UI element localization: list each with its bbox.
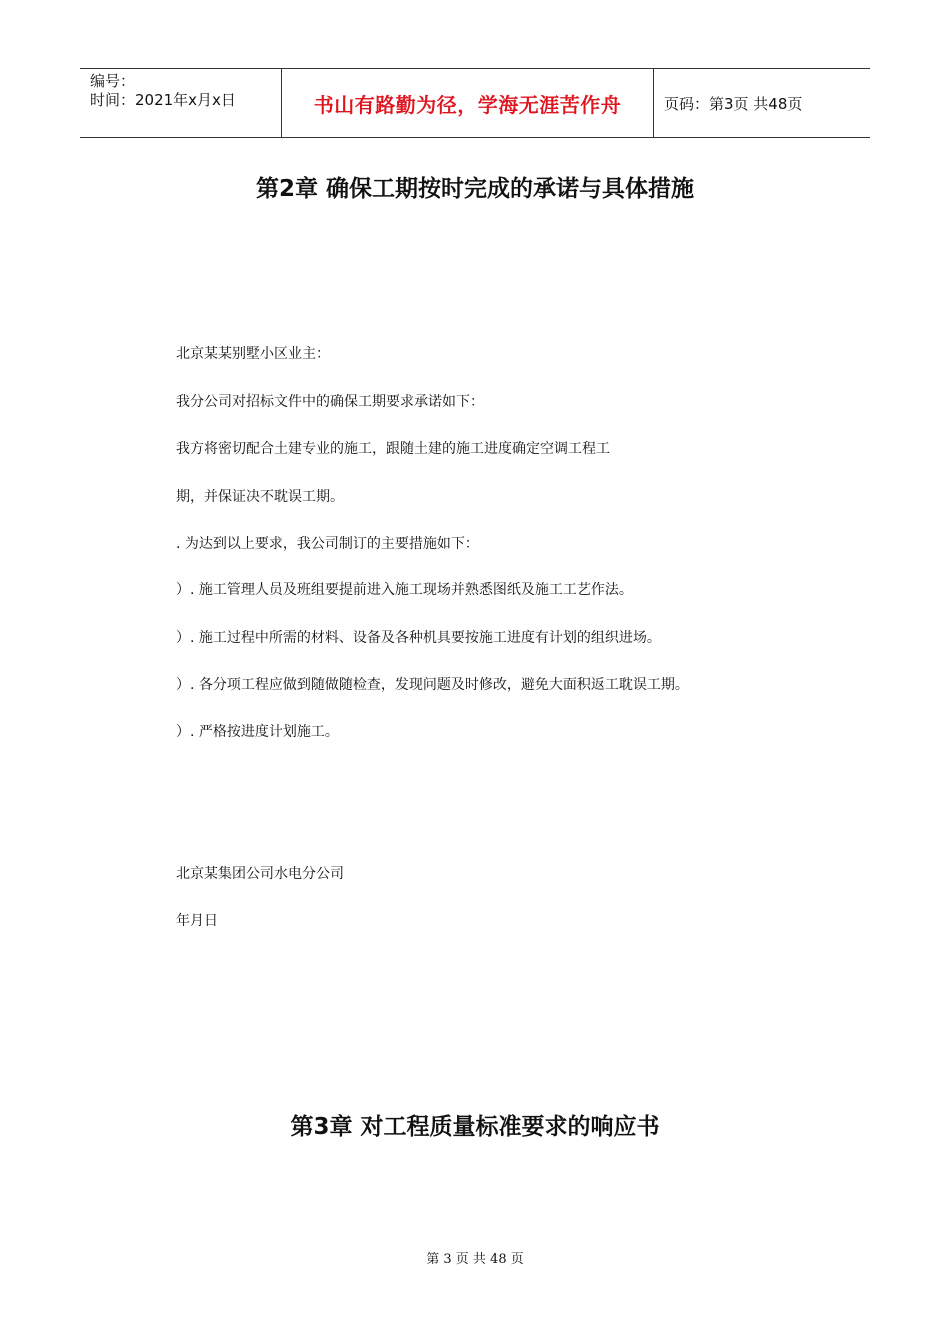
chapter-2-title: 第2章 确保工期按时完成的承诺与具体措施	[255, 176, 694, 202]
header-meta-cell	[80, 69, 282, 137]
measure-item: ）. 各分项工程应做到随做随检查，发现问题及时修改，避免大面积返工耽误工期。	[176, 677, 689, 693]
header-motto: 书山有路勤为径，学海无涯苦作舟	[313, 92, 622, 117]
header-page-cell	[654, 69, 870, 137]
measure-item: ）. 严格按进度计划施工。	[176, 724, 339, 740]
page-footer: 第 3 页 共 48 页	[426, 1252, 524, 1267]
measure-item: ）. 施工管理人员及班组要提前进入施工现场并熟悉图纸及施工工艺作法。	[176, 582, 633, 598]
document-date-label: 时间：2021年x月x日	[90, 91, 236, 109]
salutation: 北京某某别墅小区业主：	[176, 346, 330, 362]
document-number-label: 编号：	[90, 72, 136, 90]
measure-item: ）. 施工过程中所需的材料、设备及各种机具要按施工进度有计划的组织进场。	[176, 630, 661, 646]
signature-company: 北京某集团公司水电分公司	[176, 866, 344, 882]
chapter-3-title: 第3章 对工程质量标准要求的响应书	[290, 1114, 660, 1140]
commitment-line-2: 期，并保证决不耽误工期。	[176, 489, 344, 505]
header-motto-cell	[282, 69, 654, 137]
commitment-line-1: 我方将密切配合土建专业的施工，跟随土建的施工进度确定空调工程工	[176, 441, 610, 457]
commitment-intro: 我分公司对招标文件中的确保工期要求承诺如下：	[176, 394, 484, 410]
signature-date: 年月日	[176, 913, 218, 929]
page-header	[80, 68, 870, 138]
measures-intro: . 为达到以上要求，我公司制订的主要措施如下：	[176, 536, 479, 552]
header-page-info: 页码：第3页 共48页	[664, 94, 803, 113]
